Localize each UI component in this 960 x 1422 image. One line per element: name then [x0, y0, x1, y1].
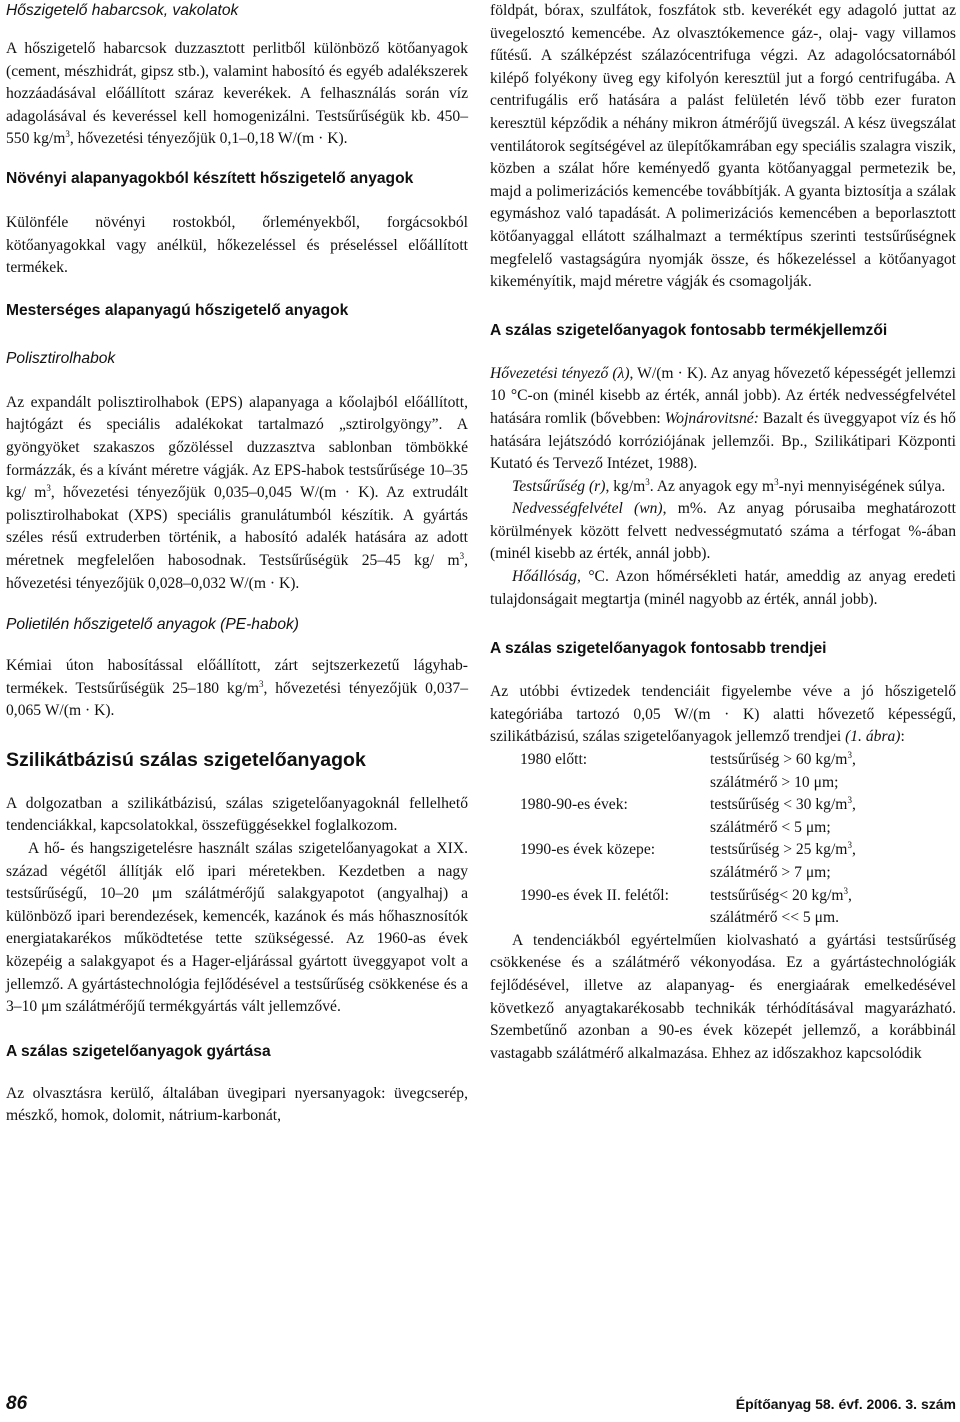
paragraph-trend-intro: Az utóbbi évtizedek tendenciáit figyelembe véve a jó hőszigetelő kategóriába tartozó 0,05 W/(m · K) alatti hővezető képességű, szilikátbázisú, szálas szigetelőanyagok jellemző trendjei (1. ábra):	[490, 683, 956, 746]
trend-values: testsűrűség< 20 $kg/m^3$, szálátmérő << 5 μm.	[710, 885, 852, 927]
trend-period: 1980-90-es évek:	[520, 796, 628, 814]
section-heading-trendek: A szálas szigetelőanyagok fontosabb trendjei	[490, 640, 827, 658]
paragraph-gyartas: Az olvasztásra kerülő, általában üvegipari nyersanyagok: üvegcserép, mészkő, homok, dolomit, nátrium-karbonát,	[6, 1084, 468, 1125]
left-column	[6, 0, 468, 1128]
paragraph-testsuruseg: Testsűrűség (r), $kg/m^3$. Az anyagok egy $m^3$-nyi mennyiségének súlya.	[512, 476, 946, 495]
paragraph-noveny: Különféle növényi rostokból, őrleményekből, forgácsokból kötőanyagokkal vagy anélkül, hőkezeléssel és préseléssel előállított termékek.	[6, 213, 468, 277]
section-heading-noveny: Növényi alapanyagokból készített hőszigetelő anyagok	[6, 169, 414, 187]
paragraph-habarcs: A hőszigetelő habarcsok duzzasztott perlitből különböző kötőanyagok (cement, mészhidrát, gipsz stb.), valamint habosító és egyéb adalékszerek hozzáadásával előállított száraz keverékek. A felhasználás során víz adagolásával és keveréssel kell homogenizálni. Testsűrűségük kb. 450–550 $kg/m^3$, hővezetési tényezőjük 0,1–0,18 W/(m · K).	[6, 40, 468, 148]
trend-period: 1990-es évek közepe:	[520, 841, 656, 859]
trend-values: testsűrűség > 60 $kg/m^3$, szálátmérő > 10 μm;	[710, 750, 856, 791]
paragraph-gyartas-continued: földpát, bórax, szulfátok, foszfátok stb. keverékét egy adagoló juttat az üvegelosztó kemencébe. Az olvasztókemence gáz-, olaj- vagy villamos fűtésű. A szálképzést szálazócentrifuga végzi. Az adagolócsatornából kilépő folyékony üveg egy kifolyón keresztül jut a forgó centrifugába. A centrifugális erő hatására a palást felületén lévő több ezer furaton keresztül képződik a néhány mikron átmérőjű üvegszál. A kész üvegszálat ventilátorok segítségével az ülepítőkamrában egy speciális szalagra viszik, közben a szálat hőre keményedő gyanta kötőanyaggal permetezik be, majd a polimerizációs kemencébe továbbítják. A gyanta biztosítja a szálak egymáshoz való tapadását. A polimerizációs kemencében a beporlasztott kötőanyaggal ellátott szálhalmazt a terméktípus szerinti testsűrűségnek megfelelő vastagságúra nyomják össze, és hőkezeléssel a kötőanyagot kikeményítik, majd méretre vágják és csomagolják.	[490, 2, 956, 291]
trend-values: testsűrűség > 25 $kg/m^3$, szálátmérő > 7 μm;	[710, 840, 856, 881]
section-heading-gyartas: A szálas szigetelőanyagok gyártása	[6, 1042, 271, 1060]
journal-reference: Építőanyag 58. évf. 2006. 3. szám	[735, 1396, 956, 1412]
section-heading-termekjellemzok: A szálas szigetelőanyagok fontosabb termékjellemzői	[490, 321, 888, 339]
paragraph-trend-conclusion: A tendenciákból egyértelműen kiolvasható a gyártási testsűrűség csökkenése és a szálátmérő vékonyodása. Ez a gyártástechnológiák fejlődésével, illetve az alapanyag- és energiaárak emelkedésével következő anyagtakarékosabb technikák térhódításával magyarázható. Szembetűnő azonban a 90-es évek közepét jellemző, a korábbinál vastagabb szálátmérő alkalmazása. Ehhez az időszakhoz kapcsolódik	[490, 931, 956, 1062]
section-heading-mesterseges: Mesterséges alapanyagú hőszigetelő anyagok	[6, 301, 349, 319]
section-subtitle-polisztirol: Polisztirolhabok	[6, 349, 116, 367]
section-subtitle-habarcs: Hőszigetelő habarcsok, vakolatok	[6, 2, 239, 19]
trend-list	[490, 749, 956, 930]
section-subtitle-polietilen: Polietilén hőszigetelő anyagok (PE-habok)	[6, 616, 299, 634]
trend-period: 1990-es évek II. felétől:	[520, 886, 669, 904]
section-heading-szilikat: Szilikátbázisú szálas szigetelőanyagok	[6, 748, 366, 771]
paragraph-polisztirol: Az expandált polisztirolhabok (EPS) alapanyaga a kőolajból előállított, hajtógázt és speciális adalékokat tartalmazó „sztirolgyöngy”. A gyöngyöket szakaszos gőzöléssel duzzasztva sablonban tömbökké formázzák, és a kívánt méretre vágják. Az EPS-habok testsűrűsége 10–35 kg/ $m^3$, hővezetési tényezőjük 0,035–0,045 W/(m · K). Az extrudált polisztirolhabokat (XPS) speciális granulátumból készítik. A gyártás széles résű extruderben történik, a habosító adalék hatására az adott méretnek megfelelően habosodnak. Testsűrűségük 25–45 kg/ $m^3$, hővezetési tényezőjük 0,028–0,032 W/(m · K).	[6, 393, 468, 592]
paragraph-nedvesseg: Nedvességfelvétel (wn), m%. Az anyag pórusaiba meghatározott körülmények között felvett nedvességmutató száma a térfogat %-ában (minél kisebb az érték, annál jobb).	[490, 500, 956, 563]
paragraph-hoallosag: Hőállóság, °C. Azon hőmérsékleti határ, ameddig az anyag eredeti tulajdonságait megtartja (minél nagyobb az érték, annál jobb).	[490, 568, 956, 608]
right-column	[490, 0, 956, 1065]
paragraph-szilikat-2: A hő- és hangszigetelésre használt szálas szigetelőanyagokat a XIX. század végétől állítják elő ipari méretekben. Kezdetben a nagy testsűrűségű, 10–20 μm szálátmérőjű salakgyapotot (angyalhaj) a különböző ipari berendezések, kemencék, kazánok és más hőhasznosítók energiatakarékos működtetése tette szükségessé. Az 1960-as évek közepéig a salakgyapot és a Hager-eljárással gyártott üveggyapot volt a jellemző. A gyártástechnológia fejlődésével a testsűrűség csökkenése és a 3–10 μm szálátmérőjű termékgyártás vált jellemzővé.	[6, 840, 468, 1016]
trend-row	[490, 839, 956, 884]
trend-row	[490, 885, 956, 930]
trend-period: 1980 előtt:	[520, 751, 588, 769]
trend-row	[490, 794, 956, 839]
paragraph-szilikat-1: A dolgozatban a szilikátbázisú, szálas szigetelőanyagoknál fellelhető tendenciákkal, kapcsolatokkal, összefüggésekkel foglalkozom.	[6, 794, 468, 835]
page-number: 86	[6, 1393, 28, 1414]
page-footer	[6, 1393, 956, 1417]
trend-row	[490, 749, 956, 794]
paragraph-hovezetes: Hővezetési tényező (λ), W/(m · K). Az anyag hővezető képességét jellemzi 10 °C-on (minél kisebb az érték, annál jobb). Az érték nedvességfelvétel hatására romlik (bővebben: Wojnárovitsné: Bazalt és üveggyapot víz és hő hatására lejátszódó korróziójának jellemzői. Bp., Szilikátipari Központi Kutató és Tervező Intézet, 1988).	[490, 364, 956, 473]
paragraph-polietilen: Kémiai úton habosítással előállított, zárt sejtszerkezetű lágyhab-termékek. Testsűrűségük 25–180 $kg/m^3$, hővezetési tényezőjük 0,037–0,065 W/(m · K).	[6, 657, 469, 720]
trend-values: testsűrűség < 30 $kg/m^3$, szálátmérő < 5 μm;	[710, 795, 856, 836]
